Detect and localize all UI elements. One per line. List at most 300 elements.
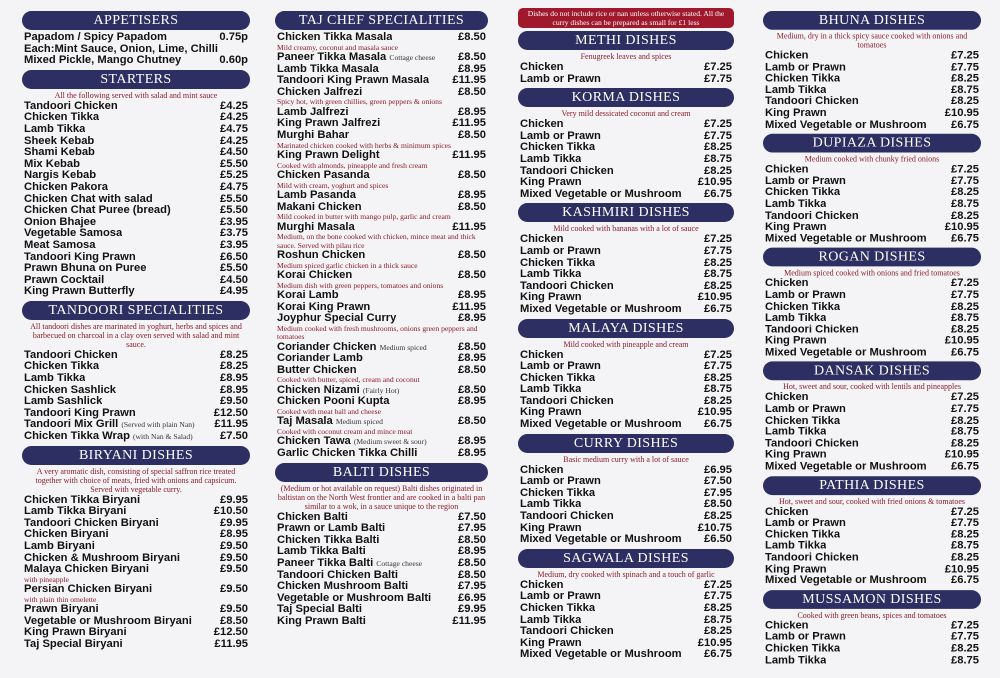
menu-item-name [24, 408, 136, 420]
section-header: SAGWALA DISHES [518, 549, 734, 568]
section-rogan-dishes [763, 248, 981, 359]
menu-item-name [24, 431, 193, 443]
menu-item-price: £8.25 [951, 323, 979, 336]
menu-item-name [765, 313, 826, 324]
menu-item-label: Chicken Tikka [765, 643, 841, 655]
menu-item-description: with plain thin omelette [24, 594, 97, 604]
menu-item [763, 336, 981, 347]
menu-item-label: Chicken Nizami [277, 384, 360, 396]
menu-item-price: 0.60p [219, 54, 248, 67]
menu-item [518, 292, 734, 304]
menu-item-price: £8.25 [704, 371, 732, 384]
menu-item-price: £5.50 [220, 204, 248, 217]
menu-item [518, 603, 734, 615]
section-bhuna-dishes [763, 11, 981, 131]
section-mussamon-dishes [763, 590, 981, 667]
menu-item-name [24, 205, 171, 217]
menu-item-label: Lamb Jalfrezi [277, 106, 349, 118]
menu-item-name [765, 233, 927, 244]
menu-item [518, 476, 734, 488]
menu-item-label: Tandoori King Prawn [24, 251, 136, 263]
menu-item-label: Tandoori Chicken [520, 165, 614, 177]
menu-item [22, 217, 250, 229]
menu-item-label: Mixed Pickle, Mango Chutney [24, 55, 182, 67]
menu-item [22, 147, 250, 159]
menu-item [763, 416, 981, 427]
menu-item [518, 499, 734, 511]
section-header: BALTI DISHES [275, 463, 488, 482]
menu-item-price: £7.75 [704, 72, 732, 85]
menu-item-label: Chicken Tikka [765, 415, 841, 427]
menu-item-name [277, 130, 349, 142]
section-description: Mild cooked with pineapple and cream [563, 339, 689, 349]
menu-item-label: Mixed Vegetable or Mushroom [765, 347, 927, 359]
menu-item-label: Chicken Tikka Wrap [24, 431, 130, 443]
menu-item-price: £12.50 [213, 406, 248, 419]
menu-item-label: King Prawn [765, 335, 827, 347]
menu-item-price: £9.95 [220, 493, 248, 506]
menu-item-tag: (Medium sweet & sour) [353, 437, 427, 447]
menu-item-price: £8.25 [704, 279, 732, 292]
menu-item-price: £6.75 [704, 418, 732, 431]
menu-item-price: £8.95 [220, 383, 248, 396]
menu-item-label: Prawn Bhuna on Puree [24, 263, 147, 275]
section-dupiaza-dishes [763, 134, 981, 245]
menu-item-name [520, 649, 682, 661]
menu-item-name [277, 290, 339, 302]
section-header: KORMA DISHES [518, 88, 734, 107]
menu-item-price: £8.75 [951, 654, 979, 666]
menu-item-price: £8.25 [951, 209, 979, 222]
menu-item-name [520, 591, 601, 603]
menu-item-name [520, 396, 614, 408]
menu-item [763, 553, 981, 564]
menu-item-price: £8.75 [951, 312, 979, 324]
menu-item-name [277, 250, 365, 262]
menu-item-label: Coriander Chicken [277, 341, 377, 353]
menu-item-price: £7.25 [951, 505, 979, 518]
menu-item-label: Nargis Kebab [24, 170, 97, 182]
menu-item-name [520, 74, 601, 86]
menu-item [763, 575, 981, 586]
section-header: ROGAN DISHES [763, 248, 981, 267]
menu-item [763, 74, 981, 85]
menu-item-name [277, 535, 379, 547]
menu-item-price: £7.25 [951, 49, 979, 62]
menu-item-name [765, 621, 809, 632]
menu-item-label: Shami Kebab [24, 147, 95, 159]
menu-item-name [24, 263, 146, 275]
menu-item-label: Lamb or Prawn [765, 290, 846, 301]
menu-item-description: Medium cooked with fresh mushrooms, onions green peppers and tomatoes [277, 323, 478, 342]
menu-item [763, 427, 981, 438]
menu-item [275, 436, 488, 448]
menu-item-price: £9.50 [220, 540, 248, 552]
menu-item-description: Cooked with coconut cream and mince meat [277, 426, 413, 436]
section-pathia-dishes [763, 476, 981, 587]
menu-item-label: Chicken Tikka [24, 112, 100, 124]
menu-item-name [520, 292, 582, 304]
section-methi-dishes [518, 31, 734, 85]
menu-item-name [765, 518, 846, 529]
menu-item-name [24, 136, 94, 148]
menu-item-tag: Cottage cheese [376, 558, 423, 568]
menu-item-label: Vegetable or Mushroom Biryani [24, 615, 192, 627]
menu-item-price: £4.50 [220, 273, 248, 286]
menu-item-name [24, 541, 95, 553]
menu-item-price: £8.50 [220, 614, 248, 627]
menu-item-price: £6.75 [704, 648, 732, 661]
menu-item-name [277, 546, 366, 558]
menu-item-name [765, 165, 809, 176]
menu-item-label: Chicken Tikka [765, 187, 841, 199]
menu-item-price: £8.95 [458, 312, 486, 325]
menu-item-price: £8.25 [704, 394, 732, 407]
menu-item-price: £10.95 [697, 176, 732, 189]
menu-item-description: Cooked with almonds, pineapple and fresh cream [277, 160, 428, 170]
menu-item-price: £8.25 [951, 186, 979, 199]
menu-item [518, 154, 734, 166]
menu-item-price: £11.95 [452, 117, 486, 130]
menu-item-name [765, 644, 840, 655]
menu-item-name [277, 270, 352, 282]
menu-item-label: Chicken Chat Puree (bread) [24, 205, 171, 217]
menu-item-label: Chicken [520, 464, 564, 476]
menu-item [518, 649, 734, 661]
menu-item-label: Mixed Vegetable or Mushroom [520, 534, 682, 546]
menu-item-tag: Cottage cheese [389, 53, 436, 62]
menu-item-name [520, 131, 601, 143]
menu-item-label: King Prawn Balti [277, 615, 366, 627]
menu-item-name [277, 190, 356, 202]
menu-item [275, 250, 488, 262]
section-description: Very mild dessicated coconut and cream [561, 109, 691, 119]
menu-item [763, 176, 981, 187]
menu-item [275, 581, 488, 593]
menu-item [22, 518, 250, 530]
section-sagwala-dishes [518, 549, 734, 661]
menu-item-name [24, 286, 135, 298]
menu-item-name [765, 210, 859, 221]
menu-item [518, 407, 734, 419]
section-description: (Medium or hot available on request) Balti dishes originated in baltistan on the North West frontier and are cooked in a balti pan similar to a wok, in a sauce unique to the region [277, 483, 486, 511]
menu-item-label: Tandoori Chicken [765, 324, 859, 336]
menu-item-name [24, 553, 180, 565]
menu-item-price: £3.75 [220, 227, 248, 240]
menu-item [22, 361, 250, 373]
menu-item-name [277, 75, 429, 87]
menu-item-price: £8.50 [458, 363, 486, 376]
menu-item-label: Paneer Tikka Balti [277, 557, 374, 569]
menu-item-name [520, 465, 564, 477]
menu-item-label: Each:Mint Sauce, Onion, Lime, Chilli [24, 43, 218, 55]
menu-item-name [24, 170, 96, 182]
section-header: MALAYA DISHES [518, 319, 734, 338]
menu-item-price: £9.50 [220, 563, 248, 576]
menu-item-price: £7.75 [951, 61, 979, 73]
menu-item [275, 313, 488, 325]
menu-item-name [277, 436, 427, 448]
menu-item-label: Lamb Tikka [765, 541, 827, 552]
menu-item-description: with pineapple [24, 574, 69, 584]
menu-item-label: Lamb or Prawn [765, 632, 846, 643]
menu-item [275, 150, 488, 162]
menu-item-name [520, 177, 582, 189]
section-header: BHUNA DISHES [763, 11, 981, 30]
menu-item [275, 342, 488, 354]
menu-item [275, 546, 488, 558]
menu-item-price: £11.95 [452, 614, 486, 627]
menu-item-description: Cooked with meat ball and cheese [277, 406, 381, 416]
menu-item-label: Prawn or Lamb Balti [277, 523, 386, 535]
menu-item-label: King Prawn [520, 522, 582, 534]
menu-item-name [765, 632, 846, 643]
menu-item-label: King Prawn [520, 177, 582, 189]
menu-item [518, 189, 734, 201]
menu-item-name [765, 176, 846, 187]
menu-item-label: Chicken [765, 392, 809, 404]
menu-item-price: £12.50 [213, 626, 248, 639]
menu-item-name [520, 626, 614, 638]
menu-item-name [277, 107, 349, 119]
menu-item [275, 385, 488, 397]
menu-item-name [24, 159, 80, 171]
menu-item-name [520, 350, 564, 362]
menu-item-price: £8.50 [458, 533, 486, 546]
menu-item-name [24, 350, 118, 362]
menu-item-price: £6.75 [951, 346, 979, 359]
menu-item-name [24, 419, 195, 431]
section-description: Mild cooked with bananas with a lot of sauce [553, 224, 699, 234]
menu-item-name [24, 627, 127, 639]
menu-item-label: Persian Chicken Biryani [24, 584, 153, 596]
section-header: PATHIA DISHES [763, 476, 981, 495]
menu-item-price: £9.50 [220, 583, 248, 596]
menu-item-name [765, 222, 827, 233]
section-tandoori-specialities [22, 301, 250, 443]
menu-item [763, 347, 981, 358]
menu-item-description: Mild with cream, yoghurt and spices [277, 180, 389, 190]
menu-item-label: Mixed Vegetable or Mushroom [765, 119, 927, 131]
menu-item [22, 124, 250, 136]
menu-item [518, 62, 734, 74]
menu-item-label: Roshun Chicken [277, 249, 366, 261]
menu-item-label: Lamb Tikka Biryani [24, 506, 127, 518]
menu-item-label: Chicken Chat with salad [24, 193, 153, 205]
section-description: Medium cooked with chunky fried onions [804, 154, 940, 164]
menu-item-price: £8.25 [220, 360, 248, 373]
menu-item-label: Chicken [765, 50, 809, 62]
menu-item-price: £5.50 [220, 262, 248, 275]
menu-item-label: King Prawn [520, 637, 582, 649]
menu-item-label: Meat Samosa [24, 239, 96, 251]
menu-item-price: £7.50 [220, 430, 248, 443]
menu-item-price: £8.50 [458, 568, 486, 581]
menu-item [275, 523, 488, 535]
menu-item-name [520, 523, 582, 535]
section-header: TANDOORI SPECIALITIES [22, 301, 250, 320]
menu-item [275, 353, 488, 365]
section-starters [22, 70, 250, 298]
menu-item-label: Chicken Tikka [520, 142, 596, 154]
menu-column-4 [763, 8, 981, 667]
menu-item-name [765, 393, 809, 404]
menu-item-label: Chicken Mushroom Balti [277, 581, 409, 593]
menu-item [763, 461, 981, 472]
menu-item-price: £10.95 [944, 106, 979, 119]
menu-item [763, 119, 981, 130]
menu-item-price: £5.25 [220, 169, 248, 182]
section-header: BIRYANI DISHES [22, 446, 250, 465]
menu-item [22, 604, 250, 616]
menu-item-price: £8.50 [458, 248, 486, 261]
menu-item-description: Mild cooked in butter with mango pulp, garlic and cream [277, 212, 451, 222]
menu-item-price: £7.50 [704, 475, 732, 488]
menu-item-label: Lamb or Prawn [520, 361, 601, 373]
menu-item-name [24, 385, 116, 397]
section-header: STARTERS [22, 70, 250, 89]
menu-item-price: £8.75 [704, 613, 732, 626]
menu-item-name [520, 269, 581, 281]
menu-item-price: £8.25 [951, 642, 979, 655]
section-malaya-dishes [518, 319, 734, 431]
menu-item-name [765, 655, 826, 666]
menu-item-price: £10.95 [697, 291, 732, 304]
menu-item [763, 222, 981, 233]
menu-item-name [24, 101, 118, 113]
menu-item-label: Chicken Tikka [520, 372, 596, 384]
menu-item-label: King Prawn Butterfly [24, 286, 135, 298]
menu-item [763, 108, 981, 119]
menu-item-price: £8.95 [220, 372, 248, 385]
menu-item-label: Vegetable Samosa [24, 228, 123, 240]
menu-item-price: £8.50 [458, 556, 486, 569]
menu-item-label: Chicken [765, 620, 809, 632]
menu-item-name [277, 604, 362, 616]
menu-item-price: £7.25 [704, 118, 732, 131]
menu-item [275, 558, 488, 570]
menu-item-label: Lamb Tikka [24, 373, 86, 385]
menu-item-price: £3.95 [220, 238, 248, 251]
menu-item [763, 290, 981, 301]
menu-item-label: Mixed Vegetable or Mushroom [520, 303, 682, 315]
menu-item [763, 644, 981, 655]
menu-item [518, 580, 734, 592]
menu-item-label: Joyphur Special Curry [277, 313, 397, 325]
menu-item [763, 564, 981, 575]
menu-item-price: £8.50 [458, 268, 486, 281]
menu-item-price: £11.95 [452, 74, 486, 87]
menu-item [763, 541, 981, 552]
menu-item-label: Chicken Sashlick [24, 384, 117, 396]
menu-item-price: £7.95 [458, 580, 486, 593]
menu-item-label: Korai Lamb [277, 289, 339, 301]
menu-item-name [24, 616, 192, 628]
menu-item-label: Chicken Tikka Biryani [24, 494, 141, 506]
menu-item [518, 119, 734, 131]
menu-item-name [520, 373, 595, 385]
section-curry-dishes [518, 434, 734, 546]
menu-item-name [765, 530, 840, 541]
menu-item-label: Chicken [520, 62, 564, 73]
menu-item-label: Mixed Vegetable or Mushroom [520, 419, 682, 431]
menu-item [763, 51, 981, 62]
menu-item-label: Sheek Kebab [24, 135, 95, 147]
menu-item-price: £8.50 [458, 128, 486, 141]
section-header: KASHMIRI DISHES [518, 203, 734, 222]
menu-item-price: £8.95 [458, 545, 486, 558]
menu-item-name [277, 64, 379, 76]
menu-item-name [520, 234, 564, 246]
menu-item-name [24, 124, 85, 136]
section-header: MUSSAMON DISHES [763, 590, 981, 609]
menu-item-name [520, 166, 614, 178]
menu-item-price: £6.95 [704, 463, 732, 476]
menu-item-label: Tandoori Chicken [765, 96, 859, 108]
menu-item [518, 373, 734, 385]
menu-item-name [520, 62, 564, 74]
menu-item-label: Lamb Biryani [24, 541, 95, 552]
menu-item-price: £11.95 [452, 148, 486, 161]
menu-item-price: £6.75 [951, 232, 979, 245]
menu-item-label: Lamb Tikka [520, 269, 582, 281]
menu-item-name [24, 275, 104, 287]
menu-item-price: £8.25 [704, 164, 732, 177]
menu-item-label: Tandoori Chicken [765, 438, 859, 450]
menu-item [763, 279, 981, 290]
section-header: DUPIAZA DISHES [763, 134, 981, 153]
menu-item [275, 570, 488, 582]
menu-item-name [24, 639, 123, 651]
menu-item-price: £4.50 [220, 146, 248, 159]
menu-item-name [277, 302, 370, 314]
menu-item-price: £8.50 [458, 415, 486, 428]
section-description: Hot, sweet and sour, cooked with fried onions & tomatoes [778, 496, 966, 506]
menu-item-label: Chicken Tikka Masala [277, 32, 393, 43]
menu-item-label: Mixed Vegetable or Mushroom [765, 575, 927, 587]
menu-item-label: King Prawn Biryani [24, 627, 127, 639]
menu-item-description: Cooked with butter, spiced, cream and coconut [277, 375, 420, 385]
menu-item [763, 632, 981, 643]
menu-item [518, 534, 734, 546]
menu-item-label: Tandoori Chicken [520, 511, 614, 523]
menu-item [22, 275, 250, 287]
menu-item-name [277, 616, 366, 628]
menu-item-price: £8.25 [951, 528, 979, 541]
menu-item-label: Chicken & Mushroom Biryani [24, 552, 181, 564]
menu-item-name [277, 385, 399, 397]
menu-item-name [277, 118, 380, 130]
menu-item-label: Lamb or Prawn [765, 62, 846, 73]
menu-item [518, 304, 734, 316]
menu-item-name [520, 384, 581, 396]
menu-item-name [520, 511, 614, 523]
menu-item [518, 246, 734, 258]
menu-item-label: Garlic Chicken Tikka Chilli [277, 447, 418, 459]
menu-item [763, 655, 981, 666]
menu-item-price: £9.50 [220, 551, 248, 564]
menu-item-price: £7.25 [951, 163, 979, 176]
menu-item-name [24, 147, 95, 159]
menu-item-label: Murghi Masala [277, 221, 355, 233]
menu-item-label: Onion Bhajee [24, 216, 97, 228]
section-description: Medium spiced cooked with onions and fried tomatoes [784, 268, 960, 278]
menu-item-name [24, 396, 102, 408]
menu-item [763, 199, 981, 210]
menu-item-label: Lamb Tikka Masala [277, 63, 379, 75]
menu-item-price: £7.50 [458, 510, 486, 523]
menu-item [763, 313, 981, 324]
